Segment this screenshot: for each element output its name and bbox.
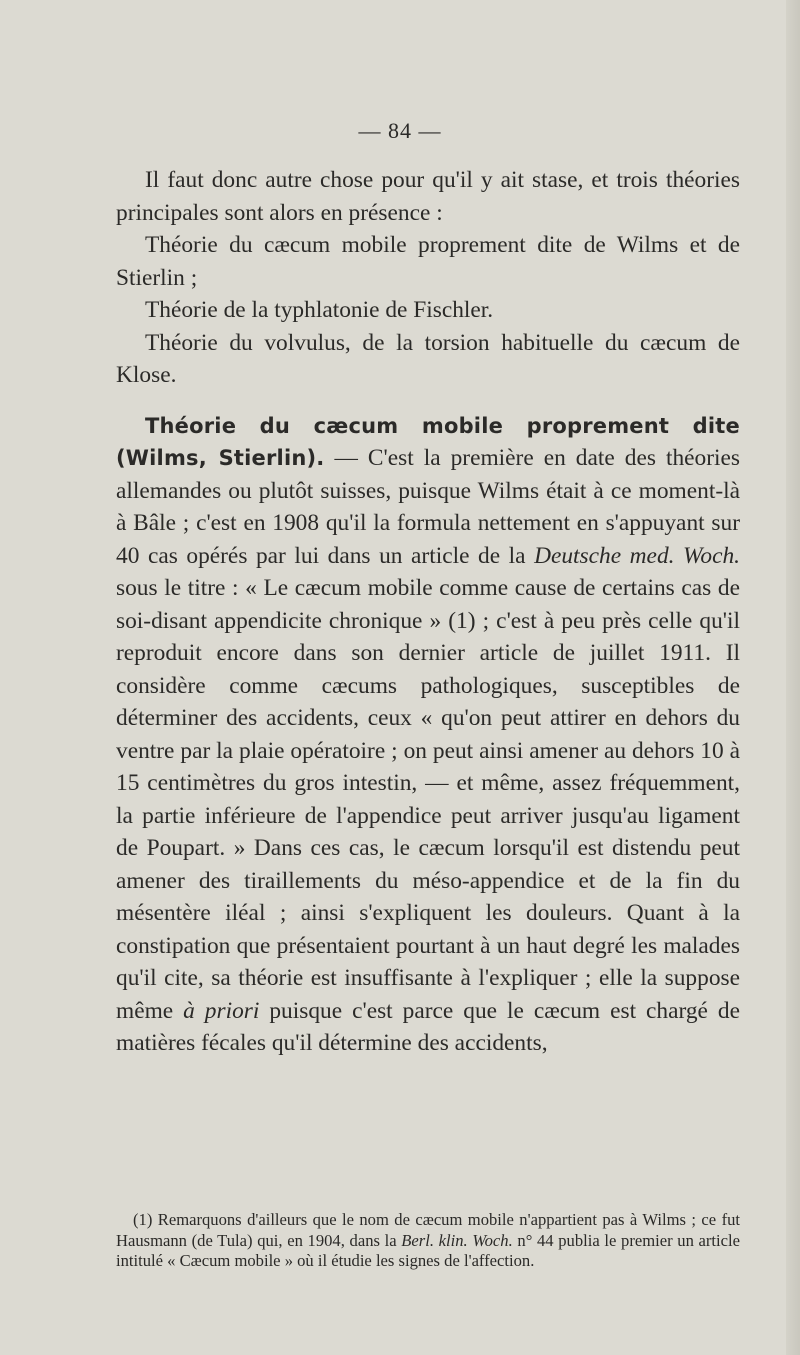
body-text: [116, 164, 740, 1060]
section-heading: Théorie du cæcum mobile proprement dite (Wilms, Stierlin).: [116, 413, 740, 470]
theory-item-klose: Théorie du volvulus, de la torsion habituelle du cæcum de Klose.: [116, 329, 740, 388]
section-gap: [116, 392, 740, 410]
footnote-journal: Berl. klin. Woch.: [401, 1230, 513, 1250]
page-edge: [786, 0, 800, 1355]
section-text-3: puisque c'est parce que le cæcum est chargé de matières fécales qu'il détermine des accidents,: [116, 997, 740, 1056]
section-text-1: — C'est la première en date des théories allemandes ou plutôt suisses, puisque Wilms était à ce moment-là à Bâle ; c'est en 1908 qu'il la formula nettement en s'appuyant sur 40 cas opérés par lui dans un article de la: [116, 445, 740, 569]
theory-item-fischler: Théorie de la typhlatonie de Fischler.: [145, 297, 494, 323]
journal-title: Deutsche med. Woch.: [534, 542, 740, 569]
footnote-text-2: n° 44 publia le premier un article intitulé « Cæcum mobile » où il étudie les signes de l'affection.: [116, 1230, 740, 1270]
theory-item-wilms: Théorie du cæcum mobile proprement dite de Wilms et de Stierlin ;: [116, 232, 740, 291]
page-number: — 84 —: [358, 118, 442, 143]
section-text-2: sous le titre : « Le cæcum mobile comme cause de certains cas de soi-disant appendicite chronique » (1) ; c'est à peu près celle qu'il reproduit encore dans son dernier article de juillet 1911. Il considère comme cæcums pathologiques, susceptibles de déterminer des accidents, ceux « qu'on peut attirer en dehors du ventre par la plaie opératoire ; on peut ainsi amener au dehors 10 à 15 centimètres du gros intestin, — et même, assez fréquemment, la partie inférieure de l'appendice peut arriver jusqu'au ligament de Poupart. » Dans ces cas, le cæcum lorsqu'il est distendu peut amener des tiraillements du méso-appendice et de la fin du mésentère iléal ; ainsi s'expliquent les douleurs. Quant à la constipation que présentaient pourtant à un haut degré les malades qu'il cite, sa théorie est insuffisante à l'expliquer ; elle la suppose même: [116, 575, 740, 1024]
footnote: [116, 1210, 740, 1272]
intro-paragraph: Il faut donc autre chose pour qu'il y ait stase, et trois théories principales sont alors en présence :: [116, 167, 740, 226]
latin-phrase: à priori: [183, 997, 260, 1024]
footnote-text-1: (1) Remarquons d'ailleurs que le nom de cæcum mobile n'appartient pas à Wilms ; ce fut Hausmann (de Tula) qui, en 1904, dans la: [116, 1210, 740, 1250]
section-paragraph: [116, 410, 740, 1060]
